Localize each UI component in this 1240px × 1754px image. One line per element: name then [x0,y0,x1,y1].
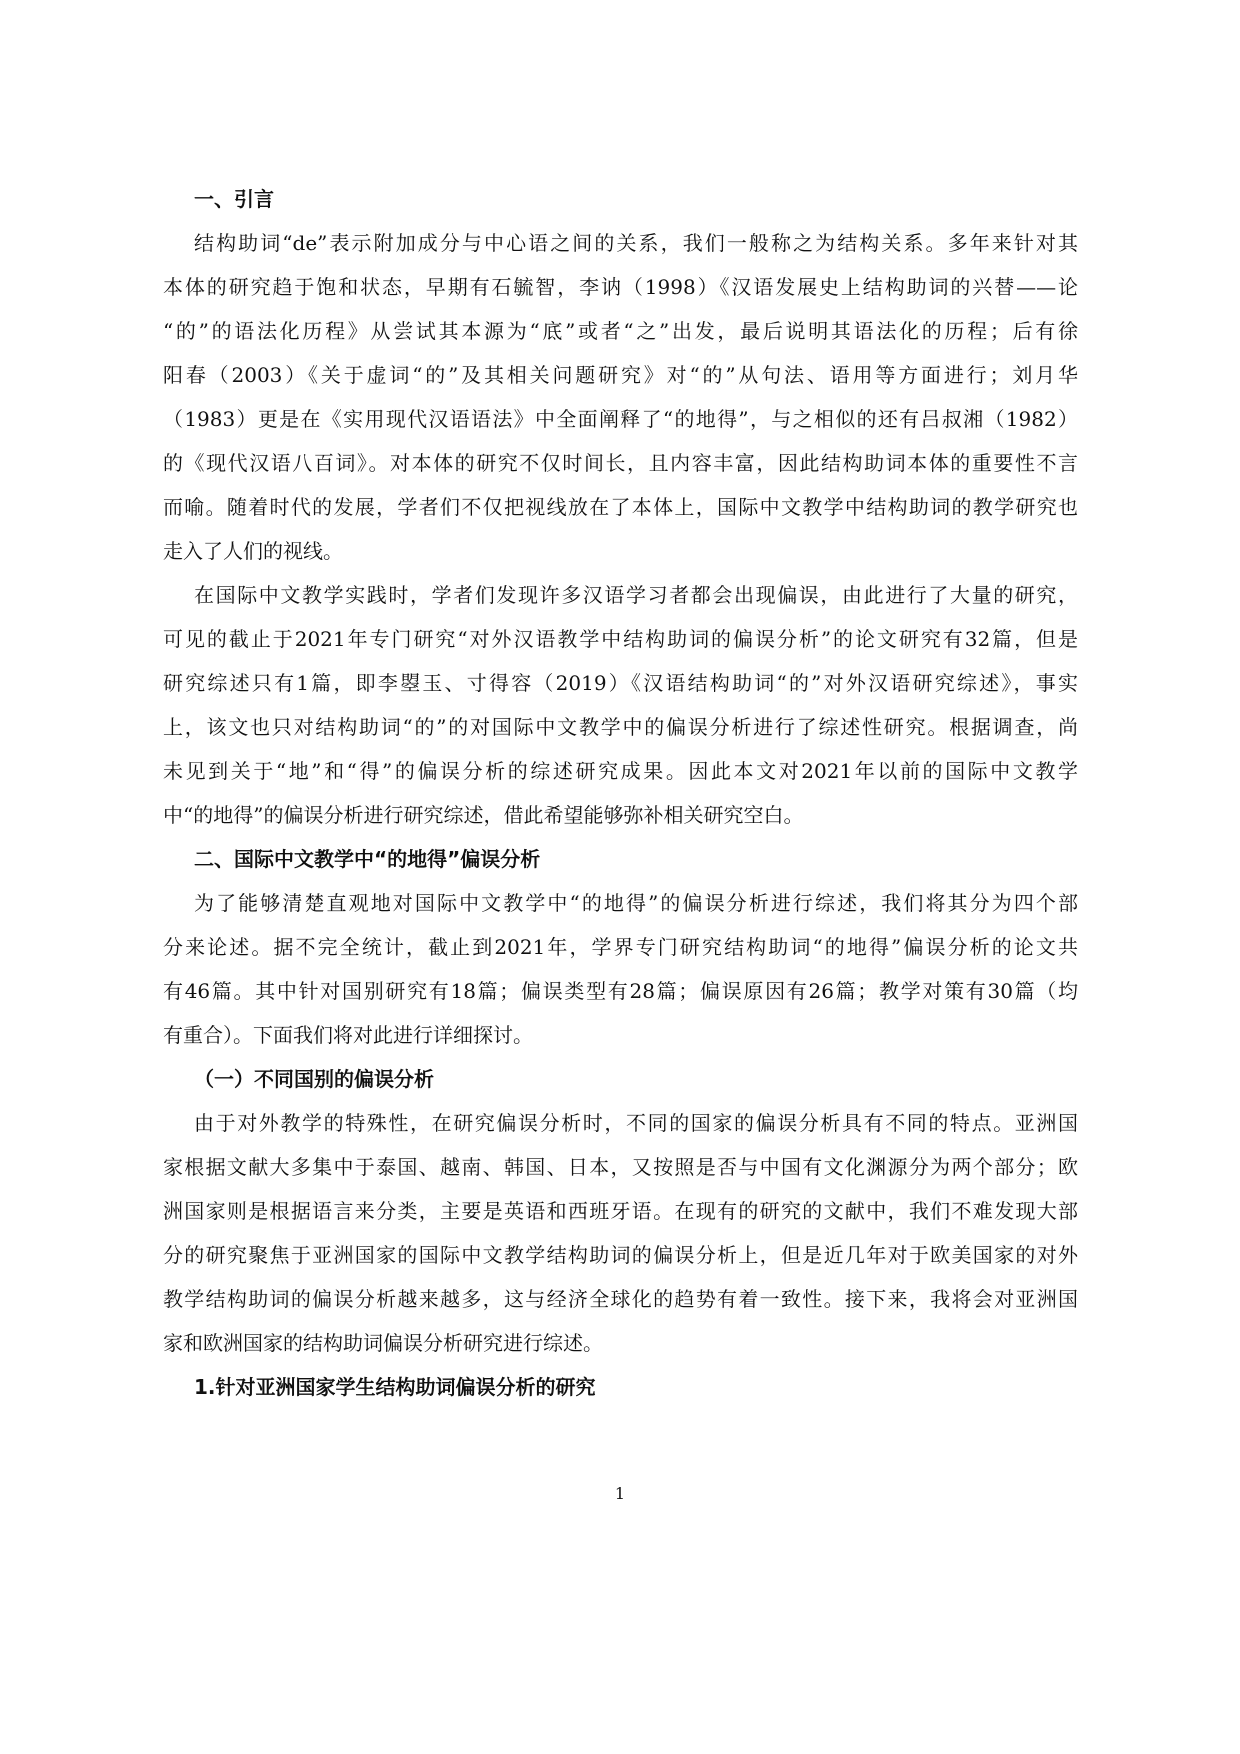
text-line: 为了能够清楚直观地对国际中文教学中“的地得”的偏误分析进行综述，我们将其分为四个部 [194,891,1078,915]
text-line: 中“的地得”的偏误分析进行研究综述，借此希望能够弥补相关研究空白。 [163,803,804,827]
text-line: 可见的截止于2021年专门研究“对外汉语教学中结构助词的偏误分析”的论文研究有32篇，但是 [163,627,1078,651]
section-heading: 1.针对亚洲国家学生结构助词偏误分析的研究 [194,1375,596,1399]
text-line: 走入了人们的视线。 [163,539,343,563]
text-line: 阳春（2003）《关于虚词“的”及其相关问题研究》对“的”从句法、语用等方面进行；刘月华 [163,363,1078,387]
paragraph [163,221,1078,573]
text-line: 有46篇。其中针对国别研究有18篇；偏误类型有28篇；偏误原因有26篇；教学对策有30篇（均 [163,979,1078,1003]
paragraph [163,1101,1078,1365]
text-line: 由于对外教学的特殊性，在研究偏误分析时，不同的国家的偏误分析具有不同的特点。亚洲国 [194,1111,1078,1135]
text-line: 在国际中文教学实践时，学者们发现许多汉语学习者都会出现偏误，由此进行了大量的研究， [194,583,1078,607]
paragraph [163,573,1078,837]
section-heading: 一、引言 [194,187,274,211]
text-line: 研究综述只有1篇，即李曌玉、寸得容（2019）《汉语结构助词“的”对外汉语研究综述》，事实 [163,671,1078,695]
paragraph [163,881,1078,1057]
text-line: 教学结构助词的偏误分析越来越多，这与经济全球化的趋势有着一致性。接下来，我将会对亚洲国 [163,1287,1078,1311]
text-line: 分的研究聚焦于亚洲国家的国际中文教学结构助词的偏误分析上，但是近几年对于欧美国家的对外 [163,1243,1078,1267]
text-line: 上，该文也只对结构助词“的”的对国际中文教学中的偏误分析进行了综述性研究。根据调查，尚 [163,715,1078,739]
page-number: 1 [614,1484,626,1503]
text-line: 而喻。随着时代的发展，学者们不仅把视线放在了本体上，国际中文教学中结构助词的教学研究也 [163,495,1078,519]
text-line: （1983）更是在《实用现代汉语语法》中全面阐释了“的地得”，与之相似的还有吕叔湘（1982） [163,407,1078,431]
text-line: 洲国家则是根据语言来分类，主要是英语和西班牙语。在现有的研究的文献中，我们不难发现大部 [163,1199,1078,1223]
text-line: 家根据文献大多集中于泰国、越南、韩国、日本，又按照是否与中国有文化渊源分为两个部分；欧 [163,1155,1078,1179]
text-line: 本体的研究趋于饱和状态，早期有石毓智，李讷（1998）《汉语发展史上结构助词的兴替——论 [163,275,1078,299]
section-heading: （一）不同国别的偏误分析 [194,1067,434,1091]
text-line: 的《现代汉语八百词》。对本体的研究不仅时间长，且内容丰富，因此结构助词本体的重要性不言 [163,451,1078,475]
text-line: 家和欧洲国家的结构助词偏误分析研究进行综述。 [163,1331,603,1355]
section-heading: 二、国际中文教学中“的地得”偏误分析 [194,847,541,871]
text-line: 未见到关于“地”和“得”的偏误分析的综述研究成果。因此本文对2021年以前的国际中文教学 [163,759,1078,783]
text-line: 分来论述。据不完全统计，截止到2021年，学界专门研究结构助词“的地得”偏误分析的论文共 [163,935,1078,959]
text-line: “的”的语法化历程》从尝试其本源为“底”或者“之”出发，最后说明其语法化的历程；后有徐 [163,319,1078,343]
document-body [163,177,1078,1409]
text-line: 有重合）。下面我们将对此进行详细探讨。 [163,1023,533,1047]
text-line: 结构助词“de”表示附加成分与中心语之间的关系，我们一般称之为结构关系。多年来针对其 [194,231,1078,255]
